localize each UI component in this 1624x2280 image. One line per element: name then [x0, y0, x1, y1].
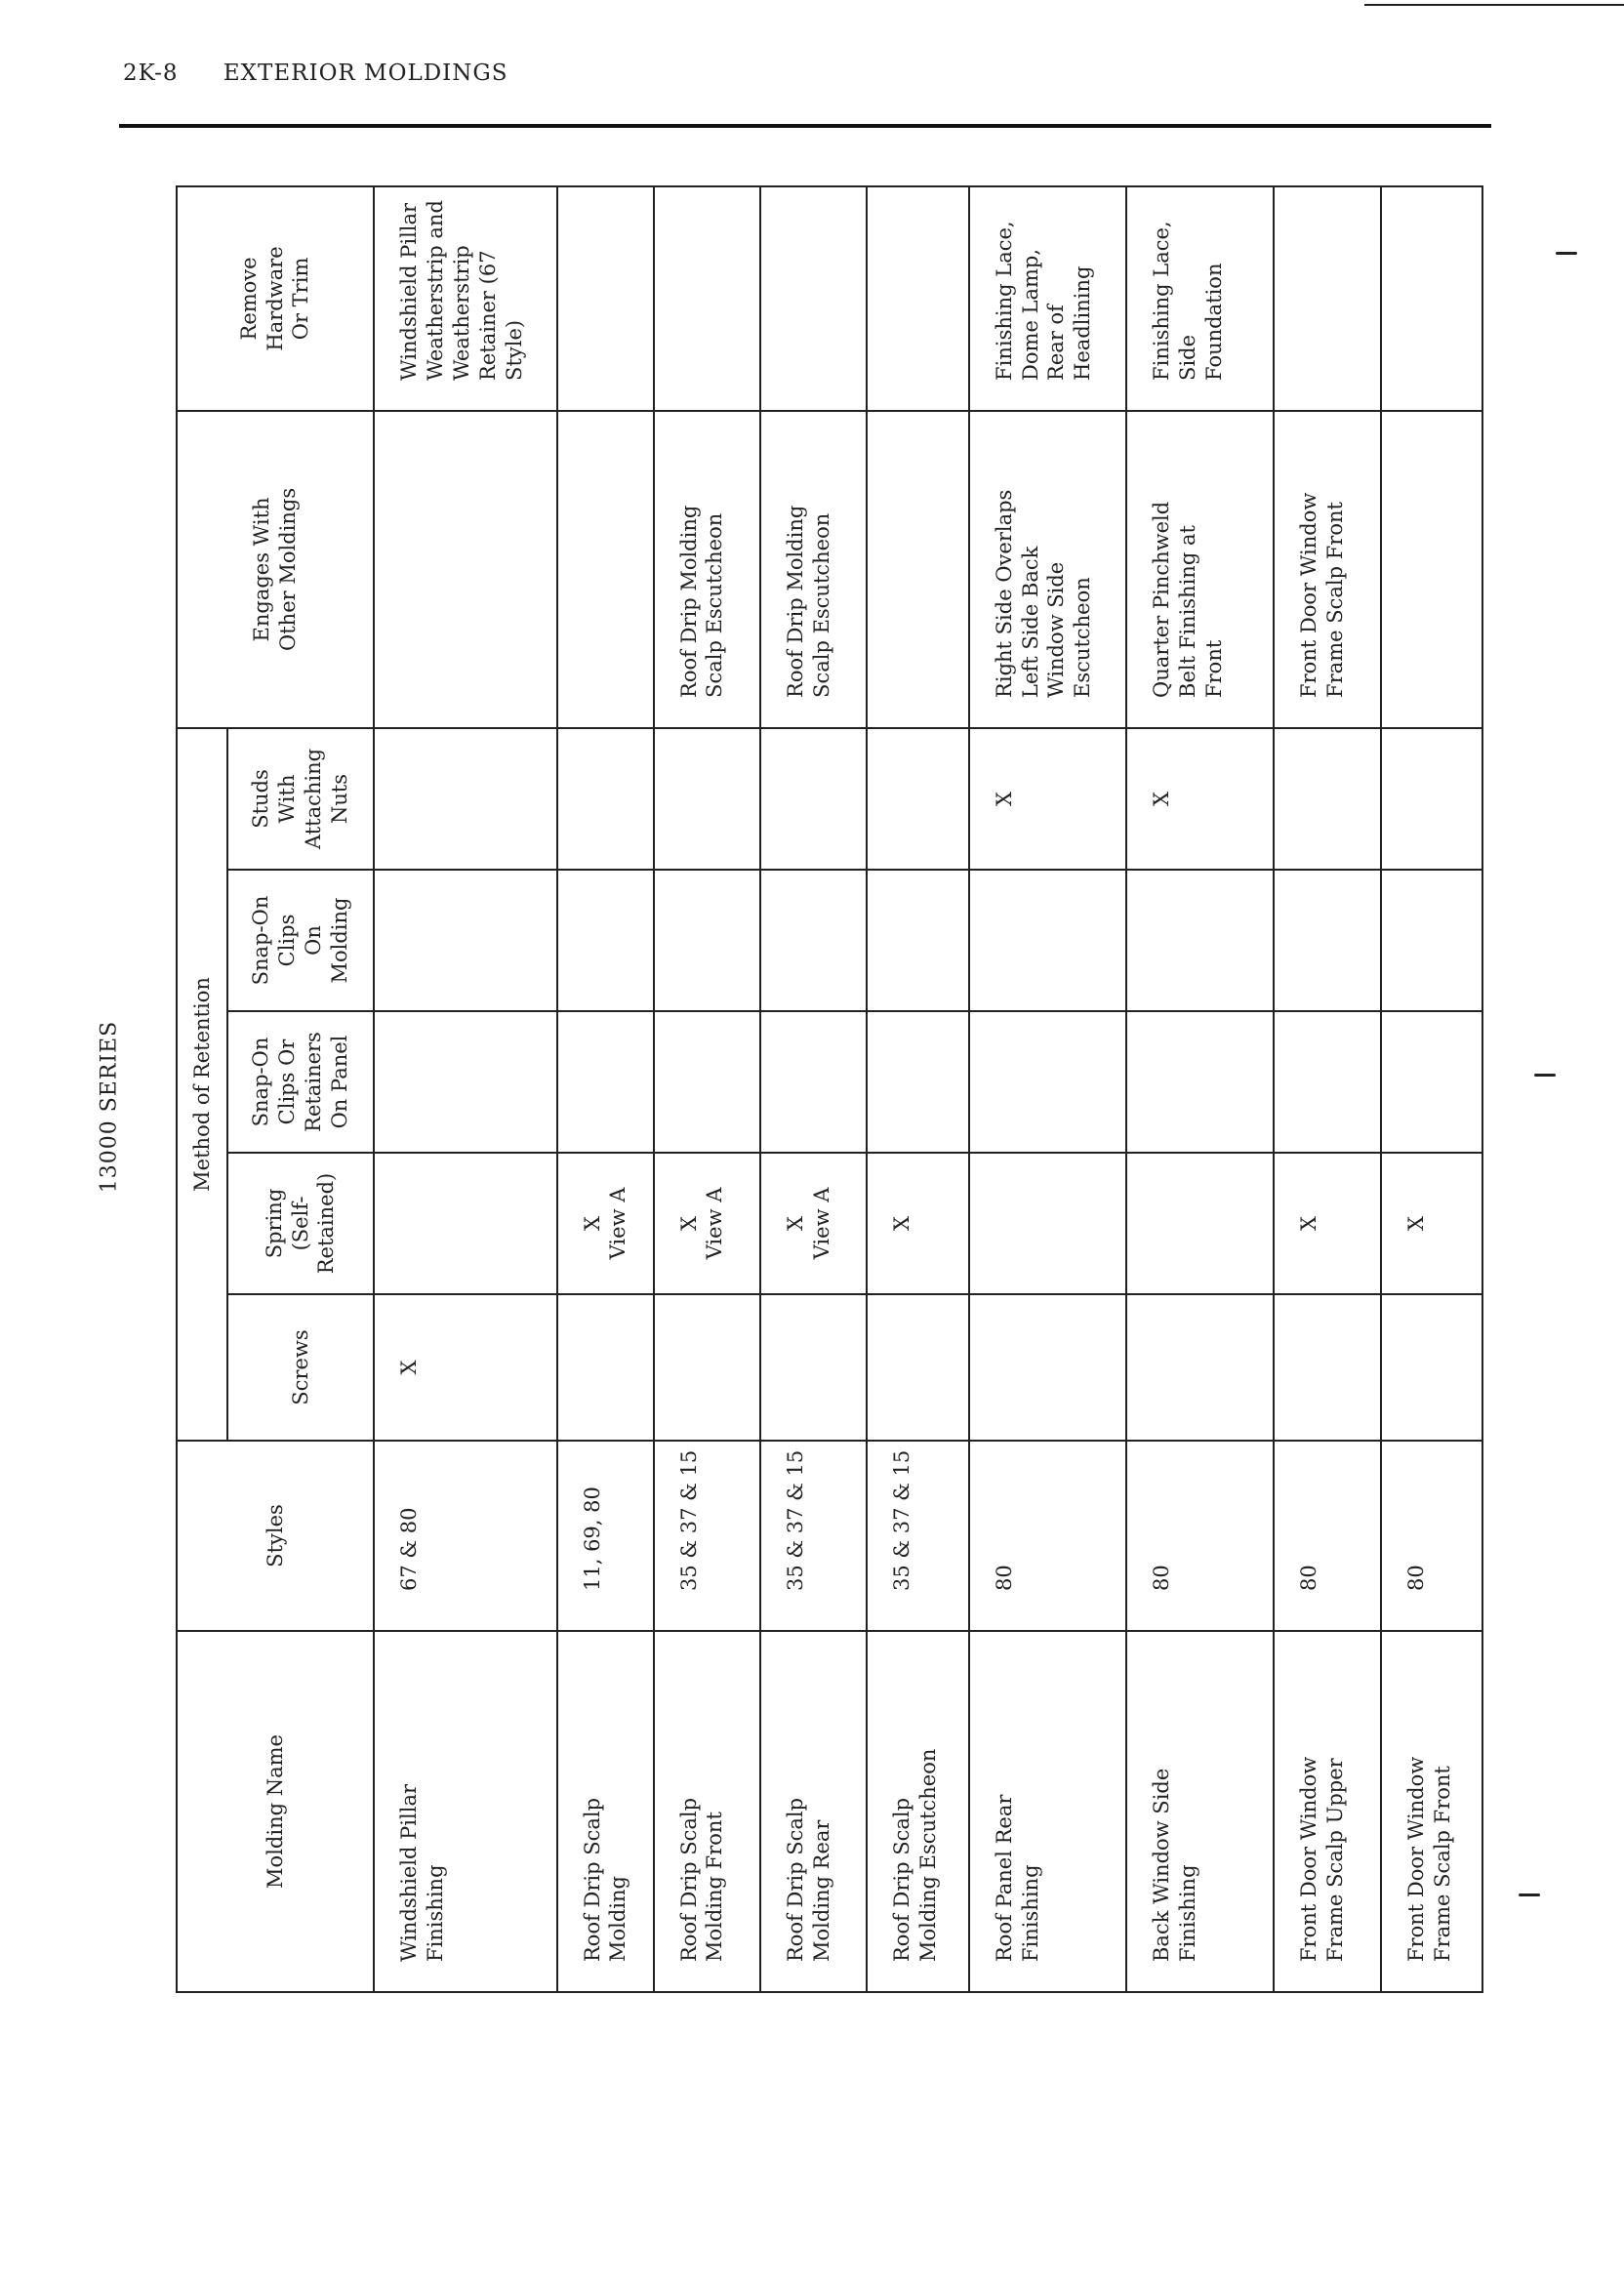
styles-cell: [1381, 1441, 1482, 1631]
margin-mark-bottom: [1519, 1893, 1540, 1896]
engages-cell: [557, 411, 654, 728]
series-label: 13000 SERIES: [97, 1020, 122, 1194]
spring-cell: [867, 1153, 968, 1294]
styles-cell: [557, 1441, 654, 1631]
styles-cell-text: 80: [1297, 1565, 1321, 1591]
spring-cell-text: X View A: [580, 1187, 630, 1260]
styles-cell: [969, 1441, 1127, 1631]
screws-cell: [867, 1294, 968, 1441]
margin-mark-middle: [1534, 1074, 1556, 1077]
styles-cell: [374, 1441, 557, 1631]
molding-name-cell: [969, 1631, 1127, 1992]
studs-cell: [654, 728, 760, 870]
molding-name-cell-text: Roof Drip Scalp Molding Rear: [784, 1797, 833, 1962]
snap-molding-cell: [867, 870, 968, 1011]
studs-cell: [760, 728, 867, 870]
molding-name-cell: [867, 1631, 968, 1992]
table-row: [969, 186, 1127, 1992]
spring-cell-text: X: [1297, 1216, 1321, 1231]
screws-cell: [654, 1294, 760, 1441]
table-row: [374, 186, 557, 1992]
header-studs: Studs With Attaching Nuts: [227, 728, 374, 870]
snap-panel-cell: [654, 1011, 760, 1153]
snap-molding-cell: [1126, 870, 1274, 1011]
snap-molding-cell: [1274, 870, 1380, 1011]
header-snap-on-clips-molding: Snap-On Clips On Molding: [227, 870, 374, 1011]
table-body: [374, 186, 1482, 1992]
studs-cell: [557, 728, 654, 870]
retention-table: [176, 185, 1483, 1993]
engages-cell: [969, 411, 1127, 728]
table-row: [1274, 186, 1380, 1992]
molding-name-cell: [1274, 1631, 1380, 1992]
snap-panel-cell: [760, 1011, 867, 1153]
remove-cell: [969, 186, 1127, 411]
page-code: 2K-8: [123, 61, 179, 86]
molding-name-cell-text: Roof Drip Scalp Molding Front: [676, 1797, 727, 1962]
styles-cell: [867, 1441, 968, 1631]
spring-cell-text: X: [1403, 1216, 1428, 1231]
remove-cell: [557, 186, 654, 411]
screws-cell: [760, 1294, 867, 1441]
styles-cell-text: 35 & 37 & 15: [890, 1449, 914, 1591]
header-engages: Engages With Other Moldings: [177, 411, 374, 728]
screws-cell: [557, 1294, 654, 1441]
engages-cell: [654, 411, 760, 728]
spring-cell: [1126, 1153, 1274, 1294]
engages-cell: [760, 411, 867, 728]
table-row: [1381, 186, 1482, 1992]
table-row: [557, 186, 654, 1992]
snap-panel-cell: [1274, 1011, 1380, 1153]
header-remove: Remove Hardware Or Trim: [177, 186, 374, 411]
engages-cell: [374, 411, 557, 728]
molding-name-cell: [760, 1631, 867, 1992]
molding-name-cell: [1126, 1631, 1274, 1992]
top-right-rule: [1364, 4, 1624, 6]
snap-panel-cell: [867, 1011, 968, 1153]
studs-cell: [1274, 728, 1380, 870]
remove-cell: [867, 186, 968, 411]
snap-panel-cell: [374, 1011, 557, 1153]
styles-cell-text: 67 & 80: [397, 1507, 421, 1591]
styles-cell: [654, 1441, 760, 1631]
screws-cell: [1126, 1294, 1274, 1441]
styles-cell-text: 35 & 37 & 15: [784, 1449, 808, 1591]
header-snap-on-clips-panel: Snap-On Clips Or Retainers On Panel: [227, 1011, 374, 1153]
molding-name-cell: [1381, 1631, 1482, 1992]
engages-cell-text: Front Door Window Frame Scalp Front: [1297, 492, 1348, 698]
styles-cell-text: 80: [1403, 1565, 1428, 1591]
molding-name-cell-text: Windshield Pillar Finishing: [397, 1783, 447, 1962]
spring-cell: [654, 1153, 760, 1294]
spring-cell: [1381, 1153, 1482, 1294]
engages-cell-text: Roof Drip Molding Scalp Escutcheon: [784, 505, 833, 698]
molding-name-cell-text: Roof Drip Scalp Molding Escutcheon: [890, 1748, 941, 1962]
screws-cell: [374, 1294, 557, 1441]
snap-molding-cell: [760, 870, 867, 1011]
screws-cell: [1274, 1294, 1380, 1441]
engages-cell: [1274, 411, 1380, 728]
spring-cell-text: X: [890, 1216, 914, 1231]
molding-name-cell-text: Front Door Window Frame Scalp Upper: [1297, 1756, 1348, 1962]
snap-panel-cell: [557, 1011, 654, 1153]
remove-cell: [654, 186, 760, 411]
margin-mark-top: [1556, 252, 1577, 255]
section-title: EXTERIOR MOLDINGS: [223, 61, 508, 86]
studs-cell: [1126, 728, 1274, 870]
molding-name-cell: [557, 1631, 654, 1992]
spring-cell: [557, 1153, 654, 1294]
spring-cell: [1274, 1153, 1380, 1294]
table-row: [654, 186, 760, 1992]
studs-cell: [1381, 728, 1482, 870]
styles-cell-text: 11, 69, 80: [580, 1486, 604, 1591]
styles-cell: [1126, 1441, 1274, 1631]
molding-name-cell: [654, 1631, 760, 1992]
engages-cell: [1381, 411, 1482, 728]
screws-cell: [1381, 1294, 1482, 1441]
engages-cell: [867, 411, 968, 728]
snap-molding-cell: [969, 870, 1127, 1011]
remove-cell: [1126, 186, 1274, 411]
styles-cell-text: 35 & 37 & 15: [676, 1449, 701, 1591]
studs-cell-text: X: [992, 792, 1016, 806]
snap-panel-cell: [969, 1011, 1127, 1153]
page-header: [123, 61, 508, 86]
molding-name-cell-text: Front Door Window Frame Scalp Front: [1403, 1756, 1454, 1962]
spring-cell-text: X View A: [784, 1187, 833, 1260]
styles-cell-text: 80: [1150, 1565, 1174, 1591]
snap-molding-cell: [374, 870, 557, 1011]
molding-name-cell-text: Back Window Side Finishing: [1150, 1768, 1200, 1962]
snap-panel-cell: [1381, 1011, 1482, 1153]
studs-cell: [374, 728, 557, 870]
molding-name-cell-text: Roof Drip Scalp Molding: [580, 1797, 630, 1962]
engages-cell-text: Right Side Overlaps Left Side Back Window Side Escutcheon: [992, 489, 1095, 698]
rotated-table-wrapper: [176, 187, 1483, 1993]
studs-cell-text: X: [1150, 792, 1174, 806]
header-molding-name: Molding Name: [177, 1631, 374, 1992]
header-styles: Styles: [177, 1441, 374, 1631]
molding-name-cell: [374, 1631, 557, 1992]
spring-cell-text: X View A: [676, 1187, 727, 1260]
header-row-1: [177, 186, 227, 1992]
snap-molding-cell: [557, 870, 654, 1011]
header-screws: Screws: [227, 1294, 374, 1441]
table-row: [1126, 186, 1274, 1992]
table-row: [760, 186, 867, 1992]
remove-cell: [1274, 186, 1380, 411]
header-spring: Spring (Self- Retained): [227, 1153, 374, 1294]
remove-cell-text: Finishing Lace, Dome Lamp, Rear of Headlining: [992, 221, 1095, 381]
studs-cell: [867, 728, 968, 870]
spring-cell: [969, 1153, 1127, 1294]
remove-cell-text: Windshield Pillar Weatherstrip and Weatherstrip Retainer (67 Style): [397, 200, 526, 381]
spring-cell: [374, 1153, 557, 1294]
spring-cell: [760, 1153, 867, 1294]
molding-name-cell-text: Roof Panel Rear Finishing: [992, 1794, 1042, 1962]
studs-cell: [969, 728, 1127, 870]
snap-panel-cell: [1126, 1011, 1274, 1153]
snap-molding-cell: [654, 870, 760, 1011]
snap-molding-cell: [1381, 870, 1482, 1011]
engages-cell-text: Quarter Pinchweld Belt Finishing at Front: [1150, 501, 1226, 698]
remove-cell: [760, 186, 867, 411]
styles-cell: [1274, 1441, 1380, 1631]
remove-cell: [1381, 186, 1482, 411]
styles-cell-text: 80: [992, 1565, 1016, 1591]
header-rule: [119, 124, 1491, 128]
engages-cell: [1126, 411, 1274, 728]
screws-cell: [969, 1294, 1127, 1441]
remove-cell: [374, 186, 557, 411]
remove-cell-text: Finishing Lace, Side Foundation: [1150, 221, 1226, 381]
header-method-of-retention: Method of Retention: [177, 728, 227, 1441]
engages-cell-text: Roof Drip Molding Scalp Escutcheon: [676, 505, 727, 698]
screws-cell-text: X: [397, 1360, 421, 1375]
table-row: [867, 186, 968, 1992]
styles-cell: [760, 1441, 867, 1631]
